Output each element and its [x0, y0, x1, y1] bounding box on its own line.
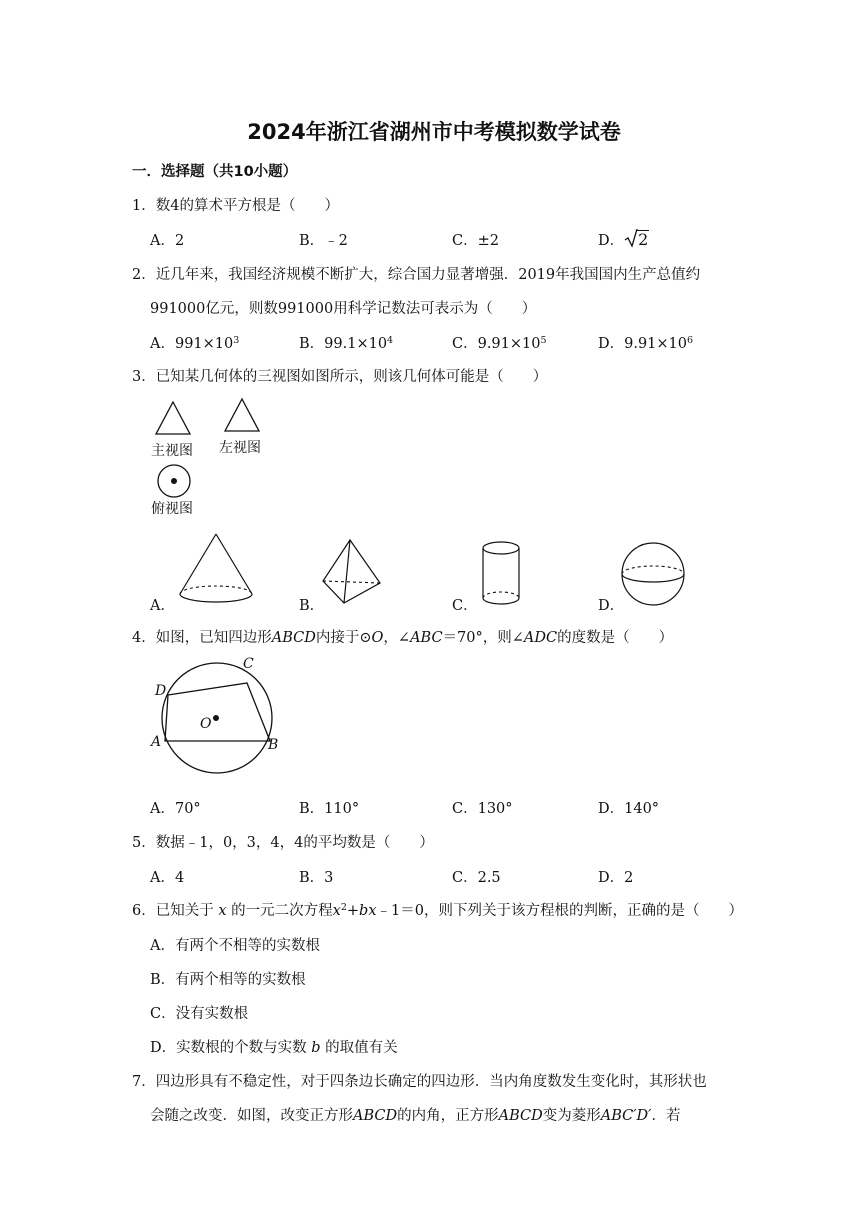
- option-3d: D．: [598, 598, 625, 614]
- question-6: [132, 899, 743, 920]
- question-5: [132, 831, 434, 852]
- option-6c: C．没有实数根: [150, 1006, 249, 1022]
- option-6a: A．有两个不相等的实数根: [150, 938, 320, 954]
- eq-x: x: [332, 903, 341, 919]
- question-3: [132, 365, 547, 386]
- eq-bx: bx: [359, 903, 377, 919]
- option-6b: B．有两个相等的实数根: [150, 972, 306, 988]
- label-o: O: [200, 716, 212, 732]
- inscribed-quadrilateral-figure: [150, 655, 280, 785]
- label-a: A: [151, 734, 162, 750]
- option-5a: A．4: [150, 870, 185, 886]
- question-text: 会随之改变．如图，改变正方形: [150, 1108, 353, 1124]
- exponent: 5: [540, 335, 547, 346]
- question-2-line2: 991000亿元，则数991000用科学记数法可表示为（ ）: [150, 301, 537, 317]
- option-4c: C．130°: [452, 801, 513, 817]
- side-view-label: 左视图: [219, 440, 261, 456]
- exponent: 2: [340, 902, 347, 913]
- question-number: 2．: [132, 267, 156, 283]
- question-7-line2: [150, 1104, 680, 1125]
- section-heading: 一．选择题（共10小题）: [132, 164, 298, 180]
- top-view-label: 俯视图: [151, 501, 193, 517]
- var-b: b: [311, 1040, 321, 1056]
- question-text: ，则∠: [482, 630, 524, 646]
- option-2b: [299, 332, 393, 353]
- option-5d: D．2: [598, 870, 634, 886]
- option-2d: [598, 332, 693, 353]
- front-view-label: 主视图: [151, 443, 193, 459]
- option-text: D．实数根的个数与实数: [150, 1040, 307, 1056]
- cone-solid: [176, 530, 256, 610]
- var-rhombus: ABC′D′: [600, 1108, 652, 1124]
- pyramid-solid: [318, 537, 388, 607]
- eq-plus: +: [346, 903, 360, 919]
- exponent: 3: [233, 335, 240, 346]
- question-text: ，∠: [383, 630, 411, 646]
- var-o: O: [371, 630, 384, 646]
- var-abc: ABC: [410, 630, 443, 646]
- var-abcd: ABCD: [353, 1108, 398, 1124]
- option-text: B．99.1×10: [299, 336, 388, 352]
- exponent: 4: [387, 335, 394, 346]
- option-text: 的取值有关: [325, 1040, 398, 1056]
- label-c: C: [243, 656, 254, 672]
- option-6d: [150, 1036, 398, 1057]
- option-text: C．9.91×10: [452, 336, 541, 352]
- question-1: [132, 194, 339, 215]
- var-adc: ADC: [523, 630, 558, 646]
- option-text: D．9.91×10: [598, 336, 688, 352]
- option-3b: B．: [299, 598, 325, 614]
- question-number: 3．: [132, 369, 156, 385]
- exponent: 6: [687, 335, 694, 346]
- question-text: 已知关于: [155, 903, 214, 919]
- front-view-triangle: [153, 400, 193, 438]
- question-number: 7．: [132, 1074, 156, 1090]
- label-b: B: [268, 737, 279, 753]
- option-4b: B．110°: [299, 801, 360, 817]
- question-text: 的一元二次方程: [231, 903, 333, 919]
- option-text: A．991×10: [150, 336, 234, 352]
- option-5c: C．2.5: [452, 870, 501, 886]
- page-title: 2024年浙江省湖州市中考模拟数学试卷: [247, 120, 621, 144]
- question-number: 4．: [132, 630, 156, 646]
- option-2c: [452, 332, 547, 353]
- question-text: ﹣1＝0，则下列关于该方程根的判断，正确的是（ ）: [376, 903, 743, 919]
- option-1a: A．2: [150, 233, 185, 249]
- option-5b: B．3: [299, 870, 334, 886]
- question-text: 如图，已知四边形: [155, 630, 272, 646]
- side-view-triangle: [222, 397, 262, 435]
- cylinder-solid: [480, 540, 524, 610]
- question-7-line1: [132, 1070, 707, 1091]
- option-label: D．: [598, 233, 625, 249]
- sqrt-expression: [624, 230, 649, 249]
- top-view-circle: [155, 461, 195, 501]
- question-4: [132, 626, 673, 647]
- question-number: 5．: [132, 835, 156, 851]
- question-text: 的内角，正方形: [397, 1108, 499, 1124]
- option-4a: A．70°: [150, 801, 201, 817]
- sqrt-radicand: 2: [638, 230, 649, 249]
- option-3a: A．: [150, 598, 175, 614]
- question-text: ．若: [651, 1108, 681, 1124]
- question-text: 近几年来，我国经济规模不断扩大，综合国力显著增强．2019年我国国内生产总值约: [155, 267, 701, 283]
- option-3c: C．: [452, 598, 478, 614]
- option-1b: B．﹣2: [299, 233, 348, 249]
- question-number: 1．: [132, 198, 156, 214]
- var-abcd: ABCD: [498, 1108, 543, 1124]
- option-4d: D．140°: [598, 801, 660, 817]
- question-text: 内接于⊙: [315, 630, 372, 646]
- question-text: ＝70°: [442, 630, 483, 646]
- option-1c: C．±2: [452, 233, 499, 249]
- question-text: 四边形具有不稳定性，对于四条边长确定的四边形．当内角度数发生变化时，其形状也: [155, 1074, 707, 1090]
- radical-sign: [624, 228, 638, 248]
- option-2a: [150, 332, 239, 353]
- option-1d: [598, 229, 649, 250]
- question-text: 数据﹣1，0，3，4，4的平均数是（ ）: [155, 835, 434, 851]
- question-text: 变为菱形: [542, 1108, 601, 1124]
- question-text: 已知某几何体的三视图如图所示，则该几何体可能是（ ）: [155, 369, 548, 385]
- sphere-solid: [620, 540, 690, 610]
- label-d: D: [155, 683, 167, 699]
- question-text: 的度数是（ ）: [557, 630, 674, 646]
- var-abcd: ABCD: [271, 630, 316, 646]
- var-x: x: [218, 903, 227, 919]
- question-number: 6．: [132, 903, 156, 919]
- question-2-line1: [132, 263, 700, 284]
- question-text: 数4的算术平方根是（ ）: [155, 198, 339, 214]
